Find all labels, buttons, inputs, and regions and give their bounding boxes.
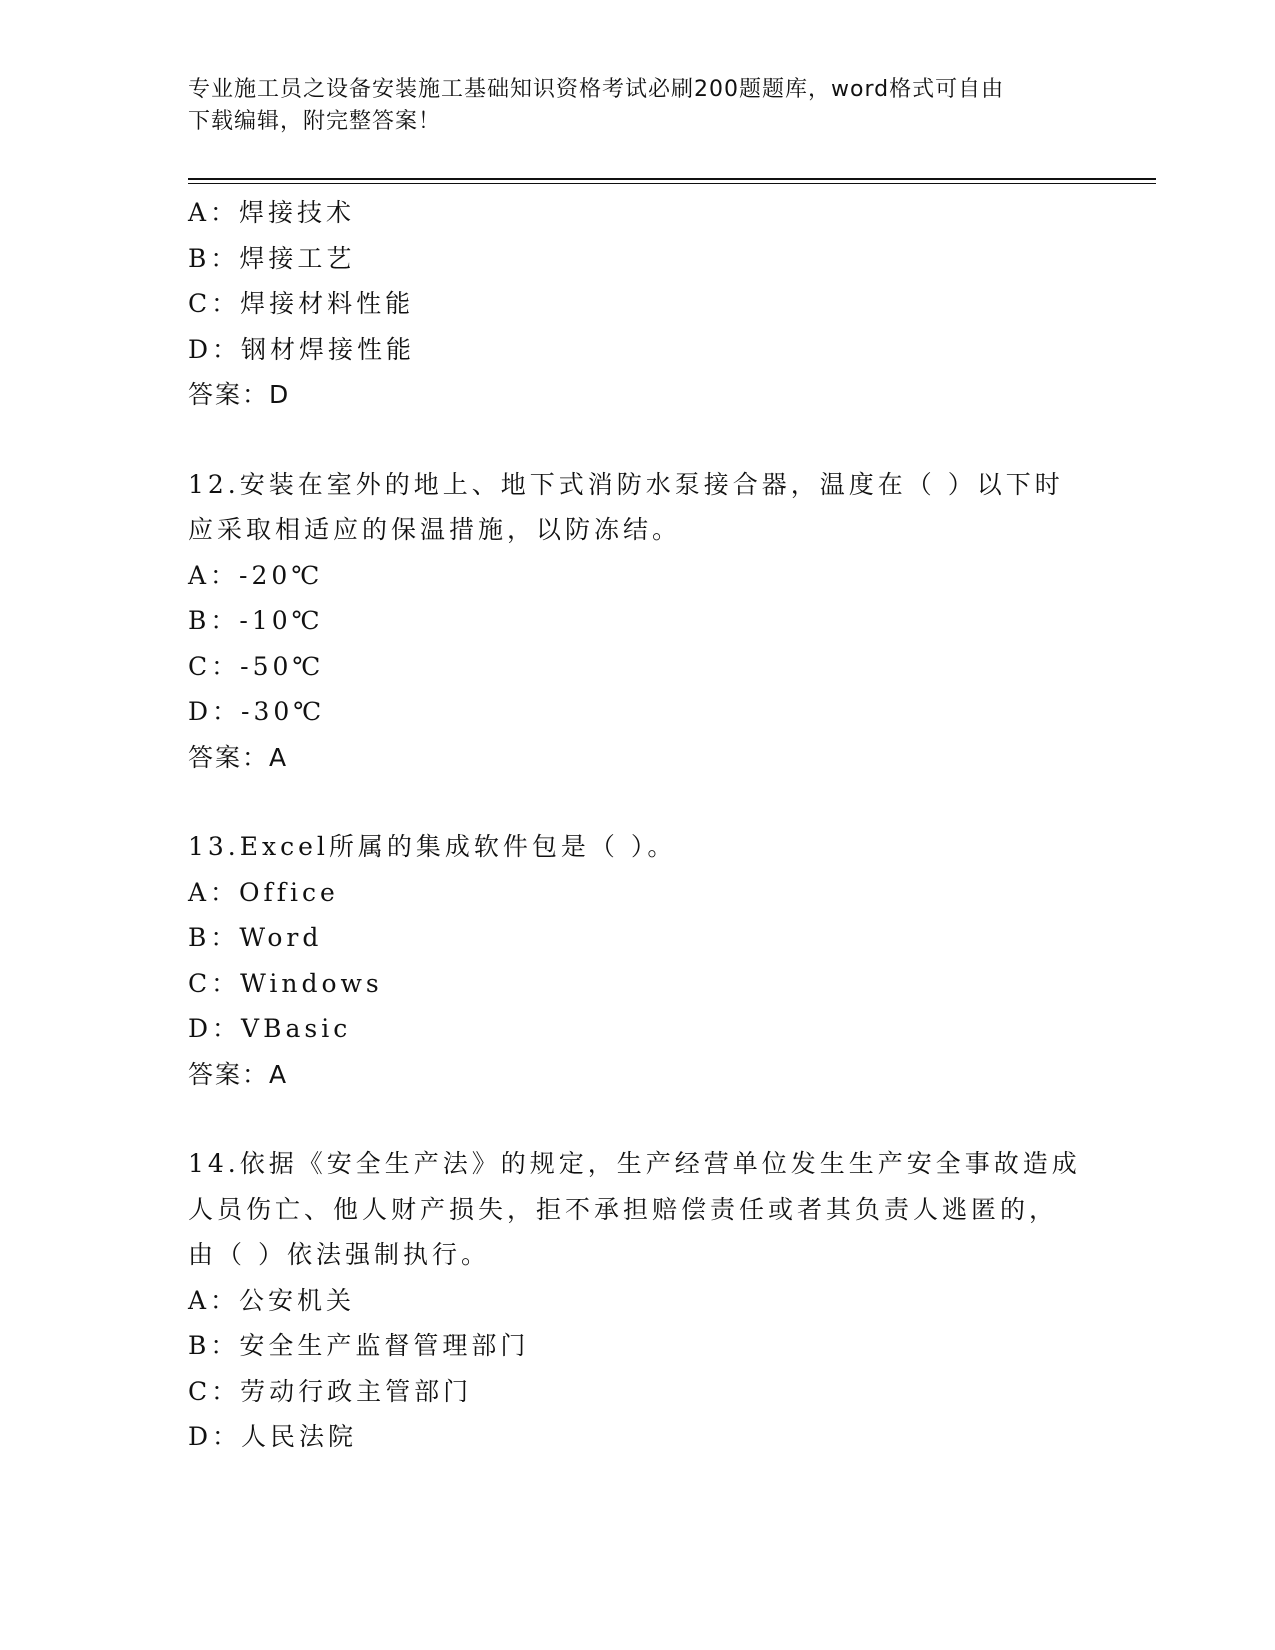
question-13 xyxy=(188,824,1088,1097)
q14-stem-line-3: 由（ ）依法强制执行。 xyxy=(188,1240,490,1269)
header-rule-thick xyxy=(188,178,1156,180)
q11-option-d: D：钢材焊接性能 xyxy=(188,334,416,364)
header-rule-thin xyxy=(188,183,1156,184)
q12-option-d: D：-30℃ xyxy=(188,697,326,726)
q12-option-c: C：-50℃ xyxy=(188,651,325,681)
q12-option-a: A：-20℃ xyxy=(188,560,324,590)
question-gap xyxy=(188,1097,1088,1141)
q14-option-d: D：人民法院 xyxy=(188,1422,358,1451)
q12-stem-line-1: 12.安装在室外的地上、地下式消防水泵接合器，温度在（ ）以下时 xyxy=(188,469,1064,499)
header-line-2: 下载编辑，附完整答案！ xyxy=(188,109,442,134)
q11-answer: 答案：D xyxy=(188,380,291,409)
question-gap xyxy=(188,780,1088,824)
q11-option-c: C：焊接材料性能 xyxy=(188,289,415,318)
q13-answer: 答案：A xyxy=(188,1059,289,1089)
q14-stem-line-2: 人员伤亡、他人财产损失，拒不承担赔偿责任或者其负责人逃匿的， xyxy=(188,1194,1059,1224)
q11-option-a: A：焊接技术 xyxy=(188,198,356,227)
q14-option-a: A：公安机关 xyxy=(188,1285,356,1315)
question-gap xyxy=(188,418,1088,462)
q14-stem-line-1: 14.依据《安全生产法》的规定，生产经营单位发生生产安全事故造成 xyxy=(188,1149,1081,1178)
document-header xyxy=(188,74,1068,138)
q13-stem-line-1: 13.Excel所属的集成软件包是（ ）。 xyxy=(188,832,677,861)
q13-option-c: C：Windows xyxy=(188,968,383,998)
question-12 xyxy=(188,462,1088,781)
q13-option-b: B：Word xyxy=(188,923,323,952)
question-11 xyxy=(188,190,1088,418)
question-14 xyxy=(188,1141,1088,1460)
q12-option-b: B：-10℃ xyxy=(188,606,324,635)
header-line-1: 专业施工员之设备安装施工基础知识资格考试必刷200题题库，word格式可自由 xyxy=(188,77,1005,102)
q13-option-d: D：VBasic xyxy=(188,1014,352,1043)
q13-option-a: A：Office xyxy=(188,877,339,907)
q11-option-b: B：焊接工艺 xyxy=(188,243,356,273)
q12-stem-line-2: 应采取相适应的保温措施，以防冻结。 xyxy=(188,515,682,544)
q14-option-b: B：安全生产监督管理部门 xyxy=(188,1331,530,1360)
question-list xyxy=(188,190,1088,1460)
q14-option-c: C：劳动行政主管部门 xyxy=(188,1376,473,1406)
q12-answer: 答案：A xyxy=(188,742,289,772)
